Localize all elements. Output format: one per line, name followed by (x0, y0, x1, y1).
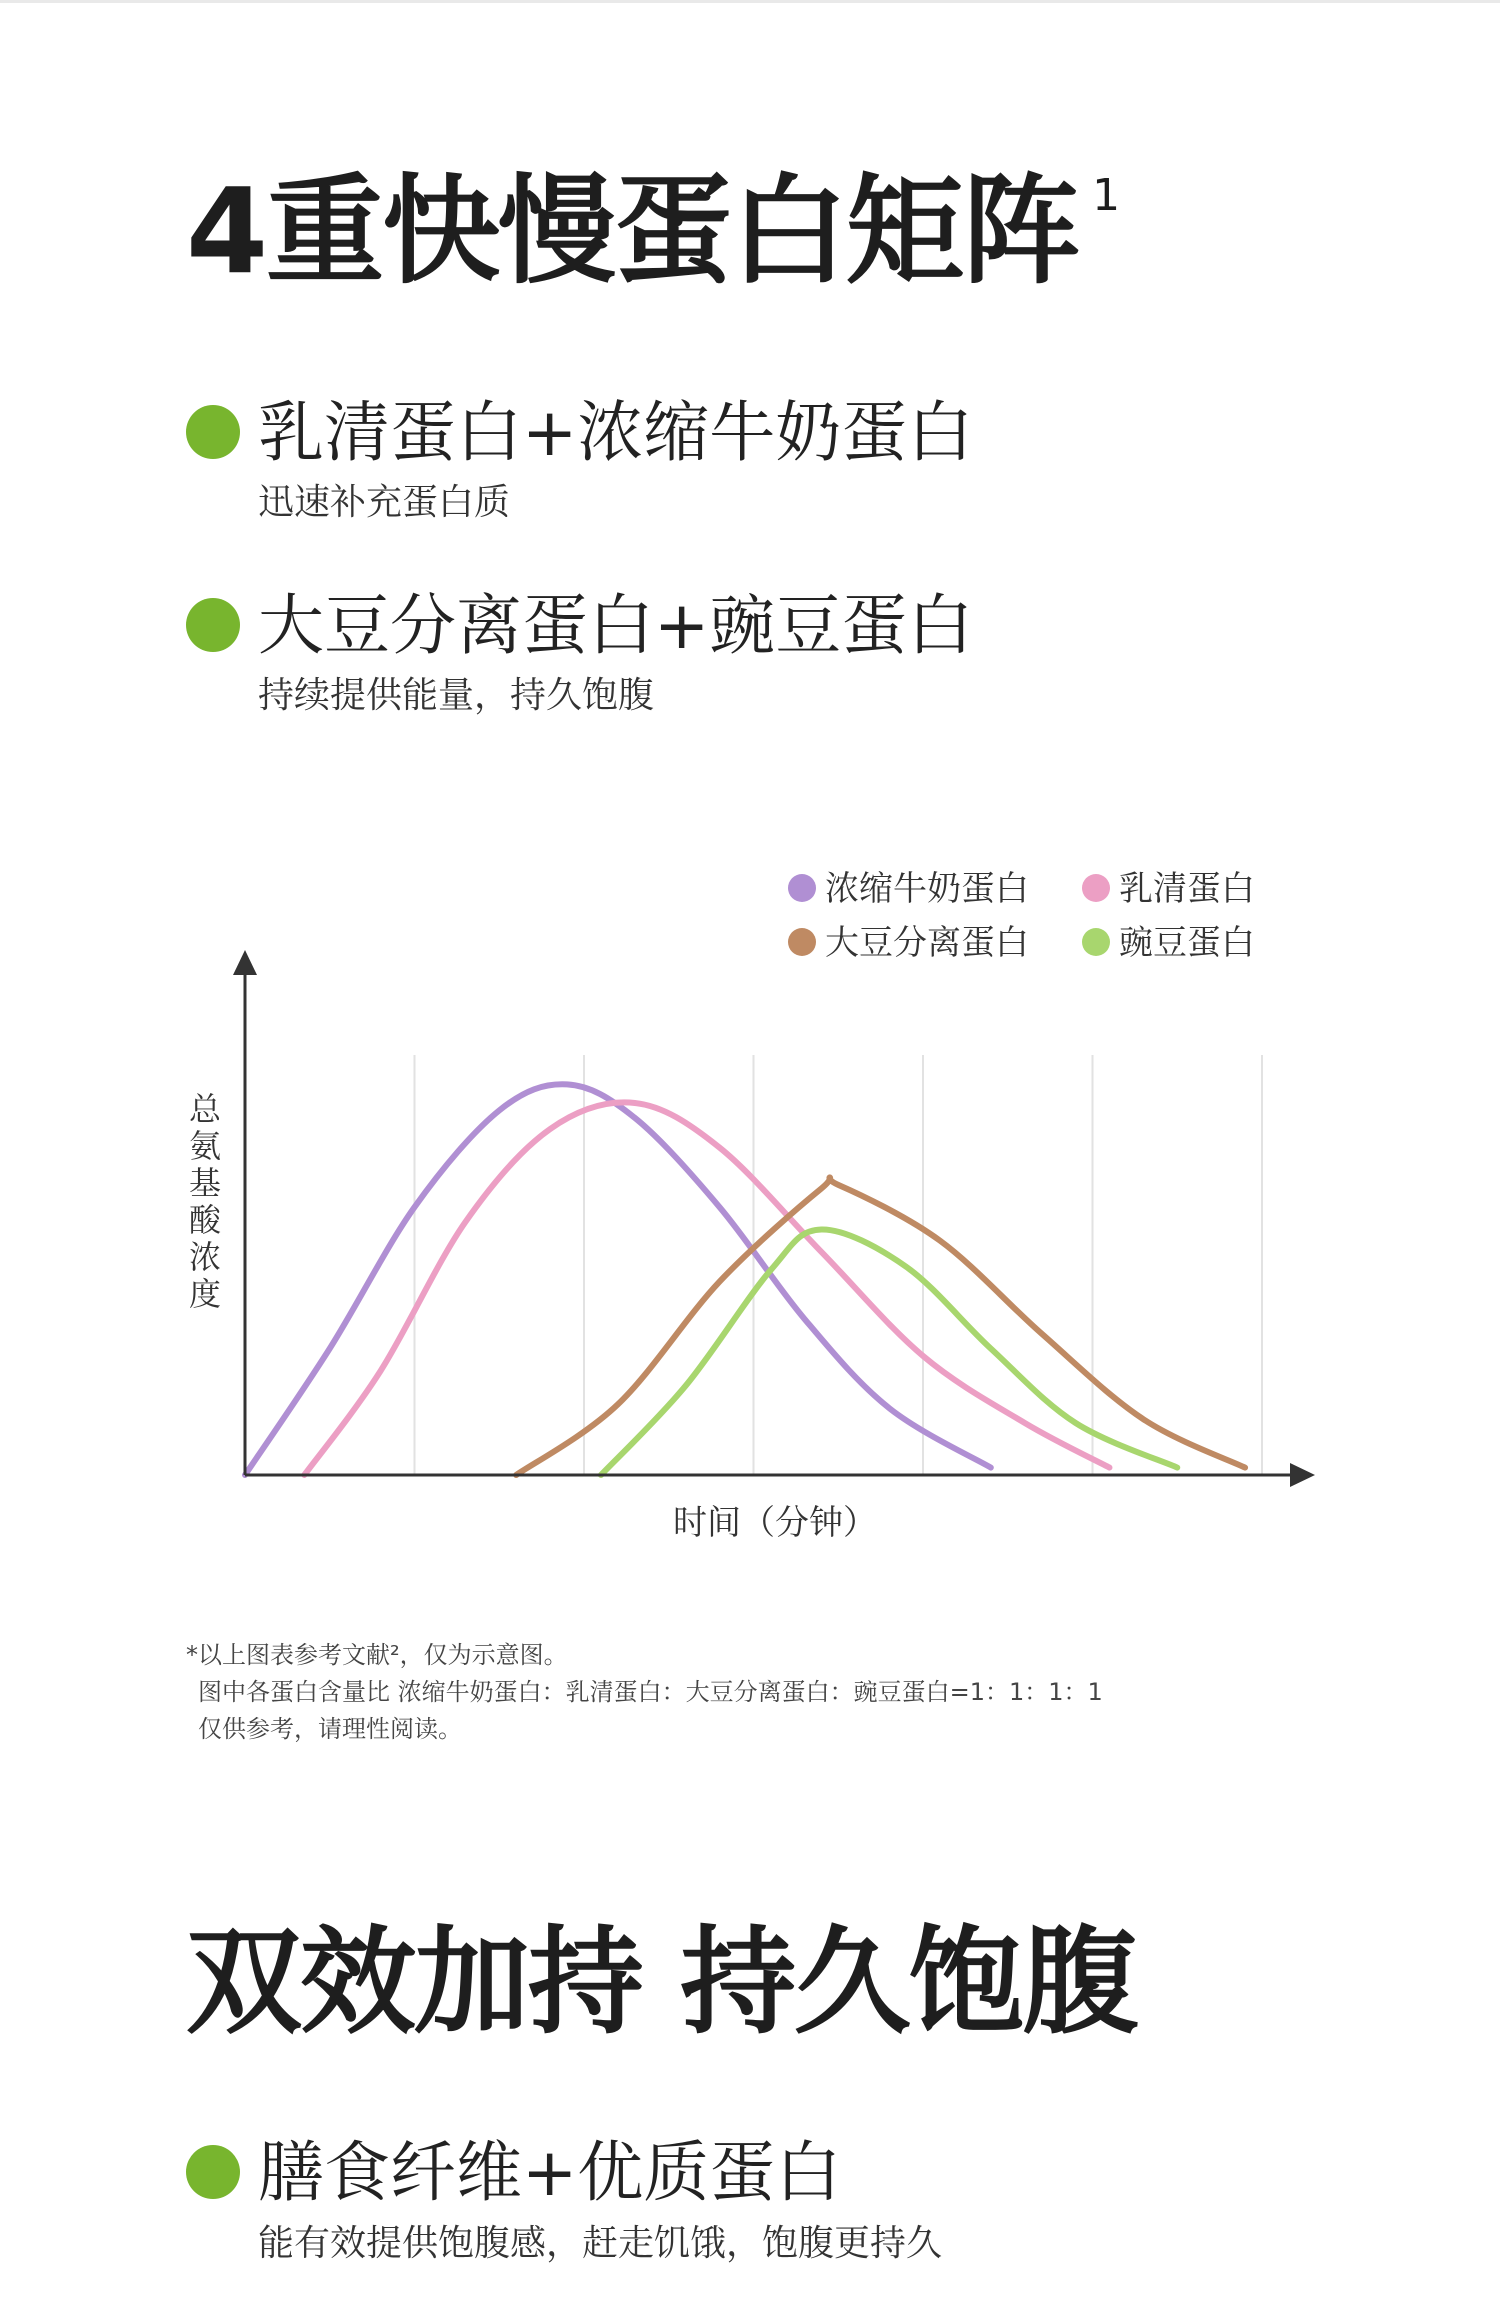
feature-title: 乳清蛋白+浓缩牛奶蛋白 (258, 394, 974, 471)
y-axis-label-char: 基 (188, 1164, 222, 1202)
chart-axes (233, 950, 1315, 1487)
footnote-line-1: *以上图表参考文献²，仅为示意图。 (186, 1641, 568, 1669)
legend-label: 乳清蛋白 (1119, 869, 1255, 909)
y-axis-label-char: 浓 (188, 1238, 222, 1276)
legend-swatch-icon (788, 874, 816, 902)
chart-series (245, 1084, 1245, 1475)
series-line-1 (245, 1084, 991, 1475)
y-axis-label (189, 1090, 222, 1313)
y-axis-label-char: 总 (188, 1090, 222, 1128)
chart-legend (788, 869, 1255, 963)
feature-title: 膳食纤维+优质蛋白 (258, 2134, 842, 2211)
feature-title: 大豆分离蛋白+豌豆蛋白 (258, 587, 974, 664)
series-line-2 (304, 1102, 1109, 1475)
feature-subtitle: 迅速补充蛋白质 (258, 482, 511, 523)
series-line-3 (516, 1177, 1245, 1475)
section1-title-text: 4重快慢蛋白矩阵 (186, 162, 1079, 300)
legend-label: 大豆分离蛋白 (825, 923, 1029, 963)
legend-label: 豌豆蛋白 (1119, 923, 1255, 963)
y-axis-label-char: 氨 (188, 1127, 222, 1165)
y-axis-arrow-icon (233, 950, 257, 975)
footnote-marker: 1 (1092, 170, 1119, 221)
feature-subtitle: 持续提供能量，持久饱腹 (258, 675, 655, 716)
series-line-4 (601, 1229, 1177, 1475)
section2-title: 双效加持 持久饱腹 (186, 1915, 1137, 2050)
footnote-line-2: 图中各蛋白含量比 浓缩牛奶蛋白：乳清蛋白：大豆分离蛋白：豌豆蛋白=1：1：1：1 (198, 1678, 1103, 1706)
y-axis-label-char: 酸 (188, 1201, 222, 1239)
y-axis-label-char: 度 (188, 1275, 222, 1313)
footnote-line-3: 仅供参考，请理性阅读。 (198, 1715, 462, 1743)
legend-label: 浓缩牛奶蛋白 (825, 869, 1029, 909)
feature-subtitle: 能有效提供饱腹感，赶走饥饿，饱腹更持久 (258, 2223, 943, 2264)
green-dot-icon (186, 2145, 240, 2199)
legend-swatch-icon (1082, 928, 1110, 956)
x-axis-label: 时间（分钟） (673, 1503, 877, 1543)
legend-swatch-icon (788, 928, 816, 956)
chart-footnote (186, 1637, 1103, 1748)
x-axis-arrow-icon (1290, 1463, 1315, 1487)
legend-swatch-icon (1082, 874, 1110, 902)
